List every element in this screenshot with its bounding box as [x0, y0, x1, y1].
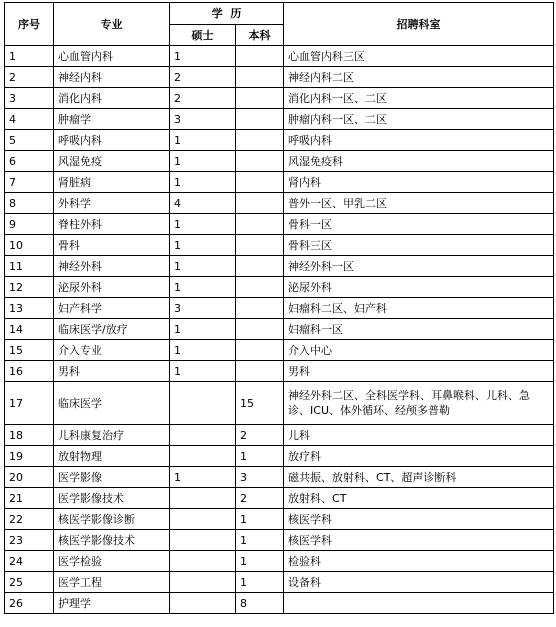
- cell-index: 3: [5, 88, 54, 109]
- cell-dept: 心血管内科三区: [284, 46, 554, 67]
- table-row: [5, 214, 554, 235]
- cell-index: 15: [5, 340, 54, 361]
- cell-index: 14: [5, 319, 54, 340]
- cell-index: 23: [5, 530, 54, 551]
- cell-major: 脊柱外科: [54, 214, 170, 235]
- cell-dept: 男科: [284, 361, 554, 382]
- cell-bachelor: [236, 256, 284, 277]
- cell-major: 泌尿外科: [54, 277, 170, 298]
- cell-master: 1: [170, 277, 236, 298]
- cell-dept: 核医学科: [284, 530, 554, 551]
- cell-dept: 核医学科: [284, 509, 554, 530]
- cell-master: [170, 488, 236, 509]
- cell-master: 1: [170, 151, 236, 172]
- cell-index: 25: [5, 572, 54, 593]
- table-row: [5, 530, 554, 551]
- cell-dept: 神经外科一区: [284, 256, 554, 277]
- cell-bachelor: [236, 277, 284, 298]
- cell-index: 18: [5, 425, 54, 446]
- cell-dept: 放射科、CT: [284, 488, 554, 509]
- cell-bachelor: [236, 235, 284, 256]
- cell-master: 1: [170, 256, 236, 277]
- cell-index: 19: [5, 446, 54, 467]
- cell-major: 核医学影像技术: [54, 530, 170, 551]
- table-row: [5, 130, 554, 151]
- cell-major: 神经外科: [54, 256, 170, 277]
- table-row: [5, 46, 554, 67]
- recruitment-table: [4, 2, 554, 614]
- header-index: 序号: [5, 3, 54, 46]
- table-header: [5, 3, 554, 46]
- table-row: [5, 361, 554, 382]
- header-row-top: [5, 3, 554, 25]
- cell-bachelor: [236, 319, 284, 340]
- cell-master: 1: [170, 235, 236, 256]
- cell-dept: 设备科: [284, 572, 554, 593]
- cell-master: [170, 572, 236, 593]
- cell-dept: 妇瘤科二区、妇产科: [284, 298, 554, 319]
- cell-master: [170, 551, 236, 572]
- cell-master: [170, 425, 236, 446]
- table-row: [5, 319, 554, 340]
- cell-dept: 磁共振、放射科、CT、超声诊断科: [284, 467, 554, 488]
- cell-bachelor: [236, 361, 284, 382]
- cell-major: 呼吸内科: [54, 130, 170, 151]
- table-row: [5, 446, 554, 467]
- cell-major: 消化内科: [54, 88, 170, 109]
- cell-master: 3: [170, 298, 236, 319]
- cell-bachelor: 1: [236, 530, 284, 551]
- cell-major: 医学影像: [54, 467, 170, 488]
- cell-dept: 肿瘤内科一区、二区: [284, 109, 554, 130]
- table-row: [5, 172, 554, 193]
- cell-bachelor: 1: [236, 551, 284, 572]
- cell-major: 护理学: [54, 593, 170, 614]
- cell-master: 3: [170, 109, 236, 130]
- table-row: [5, 277, 554, 298]
- table-row: [5, 88, 554, 109]
- cell-master: [170, 593, 236, 614]
- cell-dept: 骨科一区: [284, 214, 554, 235]
- cell-bachelor: 2: [236, 488, 284, 509]
- cell-master: [170, 446, 236, 467]
- table-row: [5, 67, 554, 88]
- cell-index: 13: [5, 298, 54, 319]
- cell-dept: 妇瘤科一区: [284, 319, 554, 340]
- cell-index: 12: [5, 277, 54, 298]
- table-row: [5, 593, 554, 614]
- cell-master: [170, 509, 236, 530]
- cell-master: 1: [170, 361, 236, 382]
- table-row: [5, 488, 554, 509]
- cell-dept: 骨科三区: [284, 235, 554, 256]
- cell-major: 男科: [54, 361, 170, 382]
- cell-dept: 呼吸内科: [284, 130, 554, 151]
- cell-master: 1: [170, 319, 236, 340]
- cell-index: 22: [5, 509, 54, 530]
- cell-index: 5: [5, 130, 54, 151]
- table-row: [5, 382, 554, 425]
- cell-index: 4: [5, 109, 54, 130]
- cell-dept: 儿科: [284, 425, 554, 446]
- cell-index: 6: [5, 151, 54, 172]
- cell-major: 临床医学/放疗: [54, 319, 170, 340]
- cell-major: 骨科: [54, 235, 170, 256]
- cell-major: 肾脏病: [54, 172, 170, 193]
- cell-index: 26: [5, 593, 54, 614]
- cell-master: [170, 382, 236, 425]
- cell-bachelor: [236, 172, 284, 193]
- table-row: [5, 467, 554, 488]
- cell-master: 2: [170, 67, 236, 88]
- cell-master: [170, 530, 236, 551]
- cell-dept: 泌尿外科: [284, 277, 554, 298]
- cell-bachelor: 1: [236, 509, 284, 530]
- table-row: [5, 235, 554, 256]
- cell-bachelor: 2: [236, 425, 284, 446]
- table-row: [5, 256, 554, 277]
- cell-bachelor: [236, 151, 284, 172]
- cell-major: 外科学: [54, 193, 170, 214]
- cell-dept: 肾内科: [284, 172, 554, 193]
- cell-bachelor: 8: [236, 593, 284, 614]
- cell-master: 1: [170, 340, 236, 361]
- header-degree: 学 历: [170, 3, 284, 25]
- cell-major: 放射物理: [54, 446, 170, 467]
- cell-master: 1: [170, 214, 236, 235]
- cell-major: 临床医学: [54, 382, 170, 425]
- table-row: [5, 572, 554, 593]
- cell-major: 医学工程: [54, 572, 170, 593]
- cell-index: 21: [5, 488, 54, 509]
- cell-index: 7: [5, 172, 54, 193]
- cell-bachelor: [236, 67, 284, 88]
- cell-index: 20: [5, 467, 54, 488]
- cell-major: 医学检验: [54, 551, 170, 572]
- cell-index: 9: [5, 214, 54, 235]
- cell-bachelor: [236, 46, 284, 67]
- cell-bachelor: 15: [236, 382, 284, 425]
- header-master: 硕士: [170, 25, 236, 46]
- table-row: [5, 509, 554, 530]
- cell-bachelor: 1: [236, 572, 284, 593]
- cell-major: 妇产科学: [54, 298, 170, 319]
- cell-major: 心血管内科: [54, 46, 170, 67]
- cell-index: 11: [5, 256, 54, 277]
- cell-index: 8: [5, 193, 54, 214]
- cell-index: 16: [5, 361, 54, 382]
- cell-major: 核医学影像诊断: [54, 509, 170, 530]
- cell-bachelor: 3: [236, 467, 284, 488]
- cell-major: 风湿免疫: [54, 151, 170, 172]
- cell-index: 10: [5, 235, 54, 256]
- table-row: [5, 151, 554, 172]
- cell-bachelor: [236, 130, 284, 151]
- cell-master: 1: [170, 130, 236, 151]
- cell-dept: 检验科: [284, 551, 554, 572]
- cell-dept: [284, 593, 554, 614]
- cell-major: 肿瘤学: [54, 109, 170, 130]
- cell-dept: 消化内科一区、二区: [284, 88, 554, 109]
- cell-index: 24: [5, 551, 54, 572]
- cell-bachelor: [236, 298, 284, 319]
- cell-bachelor: [236, 88, 284, 109]
- cell-master: 2: [170, 88, 236, 109]
- cell-dept: 介入中心: [284, 340, 554, 361]
- cell-dept: 神经外科二区、全科医学科、耳鼻喉科、儿科、急诊、ICU、体外循环、经颅多普勒: [284, 382, 554, 425]
- cell-major: 神经内科: [54, 67, 170, 88]
- cell-index: 17: [5, 382, 54, 425]
- cell-index: 2: [5, 67, 54, 88]
- header-bachelor: 本科: [236, 25, 284, 46]
- header-dept: 招聘科室: [284, 3, 554, 46]
- table-row: [5, 425, 554, 446]
- cell-master: 1: [170, 172, 236, 193]
- table-row: [5, 340, 554, 361]
- table-body: [5, 46, 554, 614]
- table-row: [5, 298, 554, 319]
- cell-dept: 神经内科二区: [284, 67, 554, 88]
- table-row: [5, 551, 554, 572]
- cell-major: 医学影像技术: [54, 488, 170, 509]
- cell-major: 介入专业: [54, 340, 170, 361]
- cell-bachelor: [236, 109, 284, 130]
- cell-dept: 放疗科: [284, 446, 554, 467]
- cell-dept: 普外一区、甲乳二区: [284, 193, 554, 214]
- cell-master: 1: [170, 46, 236, 67]
- cell-bachelor: [236, 340, 284, 361]
- cell-bachelor: [236, 214, 284, 235]
- cell-master: 1: [170, 467, 236, 488]
- cell-index: 1: [5, 46, 54, 67]
- header-major: 专业: [54, 3, 170, 46]
- cell-dept: 风湿免疫科: [284, 151, 554, 172]
- cell-bachelor: 1: [236, 446, 284, 467]
- table-row: [5, 193, 554, 214]
- cell-major: 儿科康复治疗: [54, 425, 170, 446]
- table-row: [5, 109, 554, 130]
- cell-master: 4: [170, 193, 236, 214]
- cell-bachelor: [236, 193, 284, 214]
